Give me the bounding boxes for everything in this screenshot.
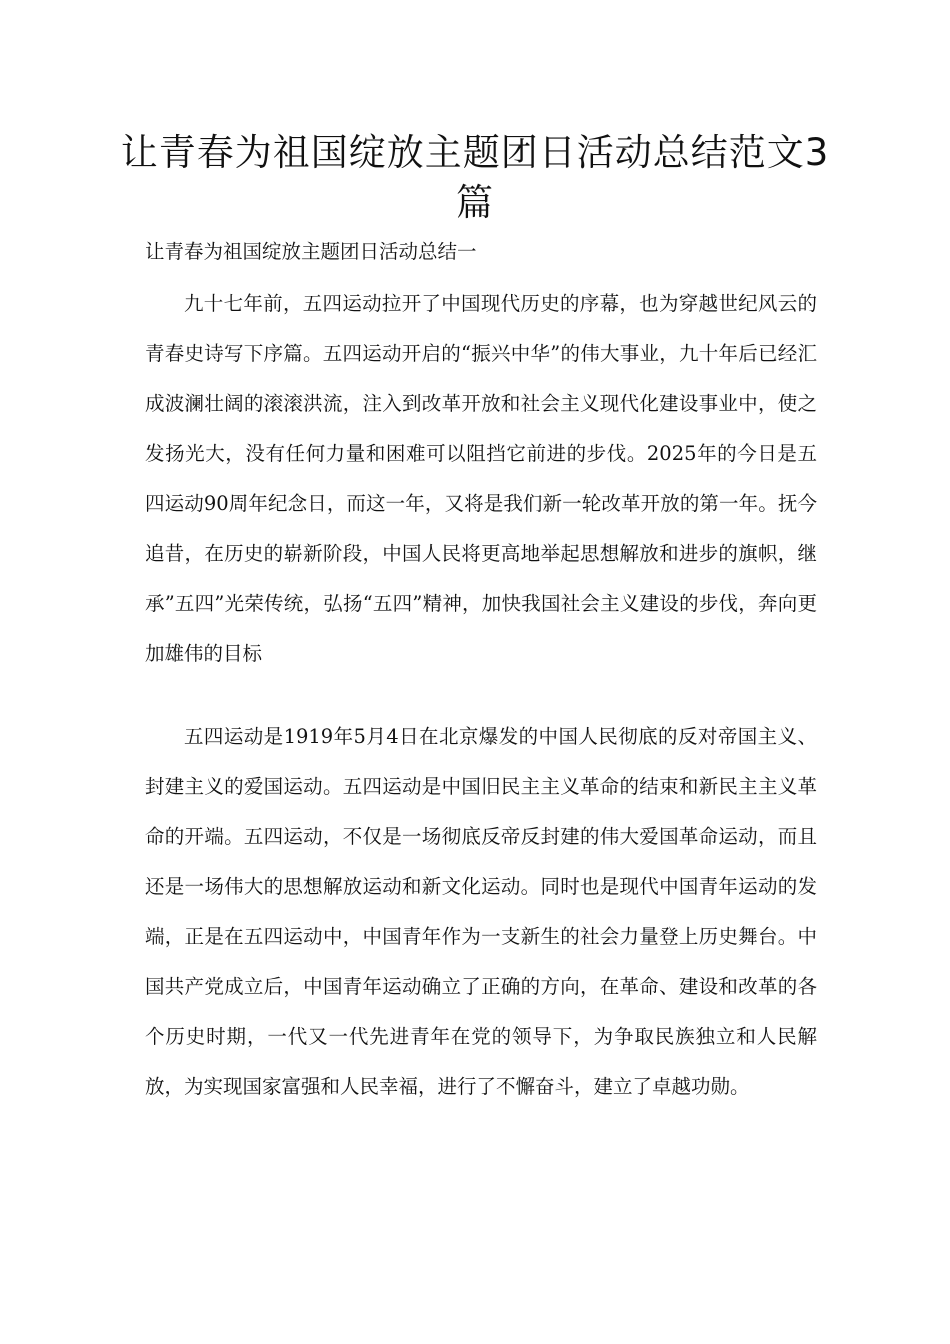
document-title: 让青春为祖国绽放主题团日活动总结范文3篇 xyxy=(120,131,830,224)
section-heading: 让青春为祖国绽放主题团日活动总结一 xyxy=(145,240,477,263)
body-paragraph-2: 五四运动是1919年5月4日在北京爆发的中国人民彻底的反对帝国主义、封建主义的爱国运动。五四运动是中国旧民主主义革命的结束和新民主主义革命的开端。五四运动，不仅是一场彻底反帝反封建的伟大爱国革命运动，而且还是一场伟大的思想解放运动和新文化运动。同时也是现代中国青年运动的发端，正是在五四运动中，中国青年作为一支新生的社会力量登上历史舞台。中国共产党成立后，中国青年运动确立了正确的方向，在革命、建设和改革的各个历史时期，一代又一代先进青年在党的领导下，为争取民族独立和人民解放，为实现国家富强和人民幸福，进行了不懈奋斗，建立了卓越功勋。 xyxy=(145,725,817,1098)
body-paragraph-1: 九十七年前，五四运动拉开了中国现代历史的序幕，也为穿越世纪风云的青春史诗写下序篇。五四运动开启的“振兴中华”的伟大事业，九十年后已经汇成波澜壮阔的滚滚洪流，注入到改革开放和社会主义现代化建设事业中，使之发扬光大，没有任何力量和困难可以阻挡它前进的步伐。2025年的今日是五四运动90周年纪念日，而这一年，又将是我们新一轮改革开放的第一年。抚今追昔，在历史的崭新阶段，中国人民将更高地举起思想解放和进步的旗帜，继承”五四”光荣传统，弘扬“五四”精神，加快我国社会主义建设的步伐，奔向更加雄伟的目标 xyxy=(145,292,817,665)
